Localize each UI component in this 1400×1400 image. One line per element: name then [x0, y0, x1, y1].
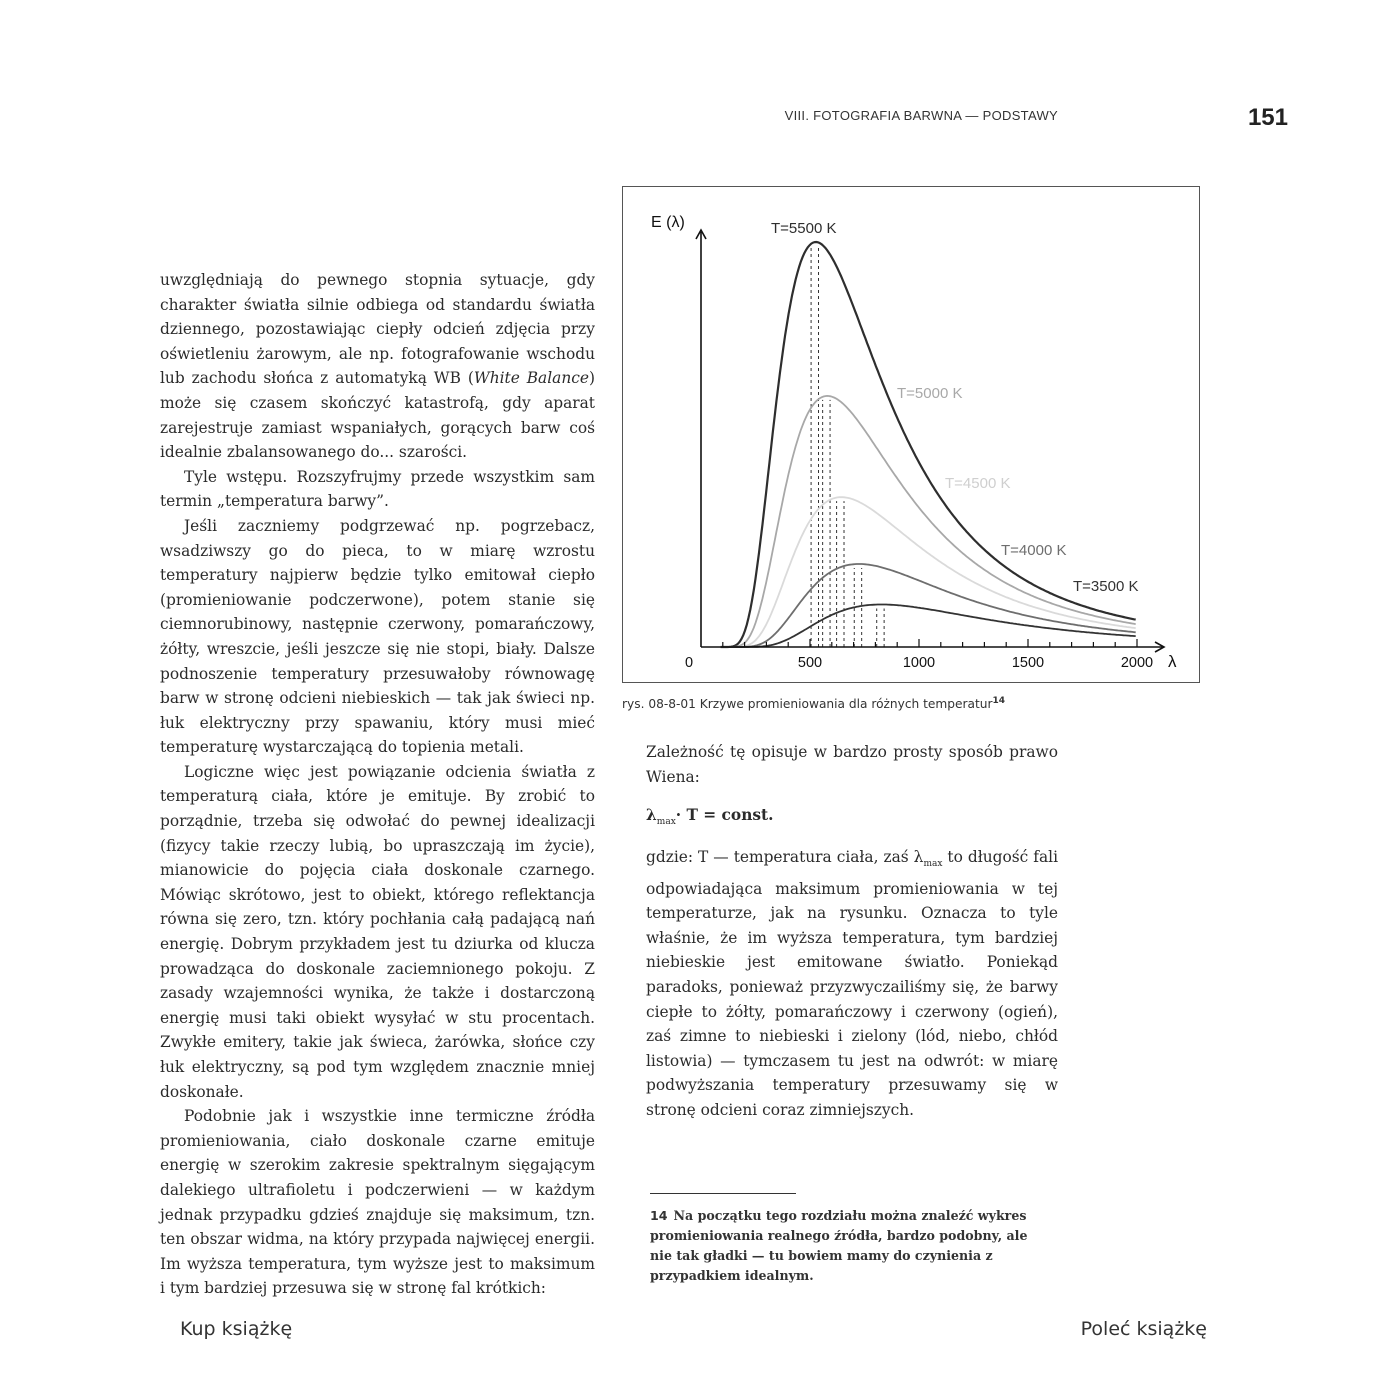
series-label-5500: T=5500 K — [771, 220, 837, 237]
paragraph-5: Podobnie jak i wszystkie inne termiczne źródła promieniowania, ciało doskonale czarne emituje energię w szerokim zakresie spektralnym sięgającym dalekiego ultrafioletu i podczerwieni — w każdym jednak przypadku gdzieś znajduje się maksimum, tzn. ten obszar widma, na który przypada najwięcej energii. Im wyższa temperatura, tym wyższe jest to maksimum i tym bardziej przesuwa się w stronę fal krótkich: — [160, 1107, 595, 1298]
buy-book-link[interactable]: Kup książkę — [180, 1318, 293, 1340]
formula-rest: · T = const. — [675, 806, 774, 825]
wien-explanation — [646, 845, 1058, 1123]
paragraph-4: Logiczne więc jest powiązanie odcienia światła z temperaturą ciała, które je emituje. By zrobić to porządnie, trzeba się odwołać do pewnej idealizacji (fizycy takie rzeczy lubią, bo upraszczają im życie), mianowicie do pojęcia ciała doskonale czarnego. Mówiąc skrótowo, jest to obiekt, którego reflektancja równa się zero, tzn. który pochłania całą padającą nań energię. Dobrym przykładem jest tu dziurka od klucza prowadząca do doskonale zaciemnionego pokoju. Z zasady wzajemności wynika, że także i dostarczoną energię musi taki obiekt wysyłać w stu procentach. Zwykłe emitery, takie jak świeca, żarówka, słońce czy łuk elektryczny, są pod tym względem znacznie mniej doskonałe. — [160, 762, 595, 1101]
radiation-chart — [623, 187, 1201, 684]
footnote-rule — [650, 1193, 796, 1194]
wien-intro: Zależność tę opisuje w bardzo prosty sposób prawo Wiena: — [646, 743, 1058, 786]
footnote-number: 14 — [650, 1208, 668, 1223]
x-tick-label-0: 0 — [684, 655, 694, 671]
wien-formula — [646, 803, 1058, 835]
footnote-reference: 14 — [992, 696, 1006, 706]
x-tick-label-500: 500 — [797, 655, 823, 671]
paragraph-1-text: uwzględniają do pewnego stopnia sytuacje, gdy charakter światła silnie odbiega od standardu światła dziennego, pozostawiając ciepły odcień zdjęcia przy oświetleniu żarowym, ale np. fotografowanie wschodu lub zachodu słońca z automatyką WB ( — [160, 271, 595, 388]
x-tick-label-1000: 1000 — [902, 655, 936, 671]
running-title: VIII. FOTOGRAFIA BARWNA — PODSTAWY — [784, 108, 1058, 123]
recommend-book-link[interactable]: Poleć książkę — [1080, 1318, 1207, 1340]
paragraph-1 — [160, 268, 595, 465]
radiation-curves-figure — [622, 186, 1200, 683]
figure-caption-text: rys. 08-8-01 Krzywe promieniowania dla różnych temperatur — [622, 697, 993, 712]
explanation-rest: to długość fali odpowiadająca maksimum promieniowania w tej temperaturze, jak na rysunku. Oznacza to tyle właśnie, że im wyższa temperatura, tym bardziej niebieskie jest emitowane światło. Poniekąd paradoks, ponieważ przyzwyczailiśmy się, że barwy ciepłe to żółty, pomarańczowy i czerwony (ogień), zaś zimne to niebieski i zielony (lód, niebo, chłód listowia) — tymczasem tu jest na odwrót: w miarę podwyższania temperatury przesuwamy się w stronę odcieni coraz zimniejszych. — [646, 847, 1058, 1119]
series-label-3500: T=3500 K — [1073, 578, 1139, 595]
y-axis-label: E (λ) — [651, 214, 685, 231]
x-tick-label-1500: 1500 — [1011, 655, 1045, 671]
white-balance-term: White Balance — [473, 369, 589, 388]
curve-4000 — [721, 564, 1139, 647]
paragraph-3: Jeśli zaczniemy podgrzewać np. pogrzebacz, wsadziwszy go do pieca, to w miarę wzrostu temperatury najpierw będzie tylko emitował ciepło (promieniowanie podczerwone), potem stanie się ciemnorubinowy, następnie czerwony, pomarańczowy, żółty, wreszcie, jeśli jeszcze się nie stopi, biały. Dalsze podnoszenie temperatury przesuwałoby równowagę barw w stronę odcieni niebieskich — tak jak świeci np. łuk elektryczny przy spawaniu, który musi mieć temperaturę wystarczającą do topienia metali. — [160, 516, 595, 757]
series-label-4500: T=4500 K — [945, 475, 1011, 492]
footnote — [650, 1206, 1050, 1286]
explanation-start: gdzie: T — temperatura ciała, zaś λ — [646, 847, 924, 866]
series-label-4000: T=4000 K — [1001, 542, 1067, 559]
paragraph-2: Tyle wstępu. Rozszyfrujmy przede wszystkim sam termin „temperatura barwy”. — [160, 467, 595, 511]
series-label-5000: T=5000 K — [897, 385, 963, 402]
formula-subscript: max — [656, 817, 676, 828]
explanation-subscript: max — [923, 858, 943, 869]
formula-lambda: λ — [646, 806, 657, 825]
x-axis-label: λ — [1168, 652, 1177, 671]
footnote-text: Na początku tego rozdziału można znaleźć wykres promieniowania realnego źródła, bardzo podobny, ale nie tak gładki — tu bowiem mamy do czynienia z przypadkiem idealnym. — [650, 1208, 1028, 1283]
page-number: 151 — [1247, 104, 1288, 131]
figure-caption — [622, 696, 1200, 711]
right-text-column — [622, 740, 1058, 1122]
paragraph-1-end: ) może się czasem skończyć katastrofą, gdy aparat zarejestruje zamiast wspaniałych, gorących barw coś idealnie zbalansowanego do... szarości. — [160, 369, 595, 462]
left-text-column — [160, 268, 595, 1301]
x-tick-label-2000: 2000 — [1120, 655, 1154, 671]
